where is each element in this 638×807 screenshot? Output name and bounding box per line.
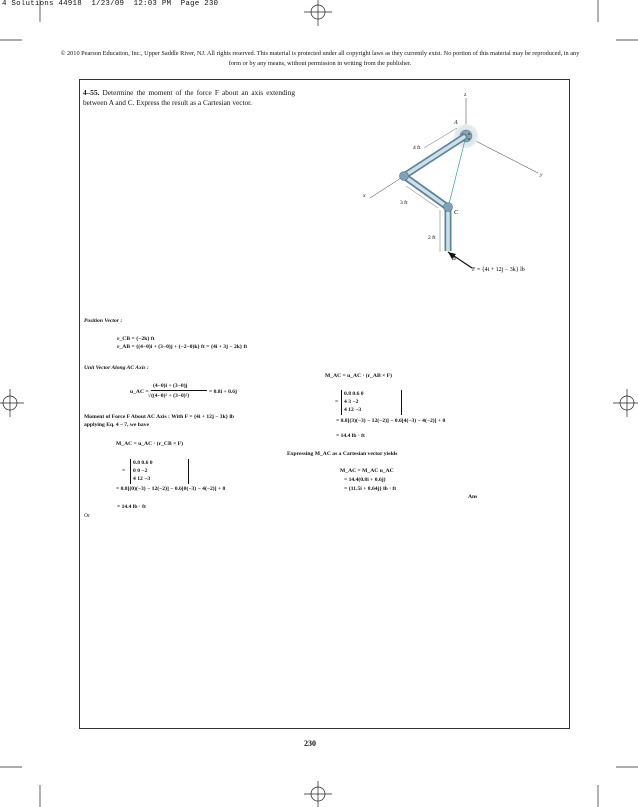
label-x: x (363, 193, 366, 199)
moment-heading: Moment of Force F About AC Axis : With F = {4i + 12j − 3k} lb (84, 414, 234, 420)
elbow-joint (400, 172, 409, 181)
det1-evaluation: = 0.8[(0)(−3) − 12(−2)] − 0.6[0(−3) − 4(−2)] + 0 (116, 486, 226, 492)
det2-evaluation: = 0.8[(3)(−3) − 12(−2)] − 0.6[4(−3) − 4(−2)] + 0 (336, 418, 446, 424)
det2-equals: = (335, 399, 339, 405)
fraction-bar (151, 390, 207, 391)
position-vector-heading: Position Vector : (84, 318, 123, 324)
moment-heading-2: applying Eq. 4 – 7, we have (84, 422, 149, 428)
u-ac-numerator: (4−0)i + (3−0)j (153, 383, 188, 389)
det1-equals: = (122, 468, 126, 474)
u-ac-result: = 0.8i + 0.6j (209, 389, 237, 395)
or-label: Or (84, 513, 90, 519)
m-vector-line-1: M_AC = M_AC u_AC (340, 468, 394, 474)
result-2: = 14.4 lb · ft (336, 433, 365, 439)
cartesian-heading: Expressing M_AC as a Cartesian vector yields (287, 451, 398, 457)
u-ac-lhs: u_AC = (130, 389, 149, 395)
problem-text: Determine the moment of the force F about an axis extending between A and C. Express the result as a Cartesian vector. (83, 88, 296, 107)
det1-row-3: 4 12 −3 (133, 476, 151, 482)
problem-statement (83, 88, 295, 107)
unit-vector-heading: Unit Vector Along AC Axis : (84, 365, 149, 371)
det1-bar-left (130, 459, 132, 484)
det2-bar-left (341, 390, 343, 415)
copyright-notice: © 2010 Pearson Education, Inc., Upper Saddle River, NJ. All rights reserved. This material is protected under all copyright laws as they currently exist. No portion of this material may be reproduced, in any form or by any means, without permission in writing from the publisher. (60, 50, 580, 67)
det1-row-2: 0 0 −2 (133, 468, 148, 474)
page-number: 230 (304, 739, 316, 748)
m-vector-line-2: = 14.4(0.8i + 0.6j) (344, 477, 386, 483)
answer-label: Ans (468, 494, 478, 500)
det2-row-1: 0.8 0.6 0 (344, 391, 364, 397)
det2-row-3: 4 12 −3 (344, 407, 362, 413)
result-1: = 14.4 lb · ft (117, 504, 146, 510)
y-axis (466, 136, 538, 173)
label-a: A (454, 120, 458, 126)
label-y: y (540, 172, 543, 178)
problem-figure (360, 88, 560, 280)
force-label: F = {4i + 12j − 3k} lb (472, 267, 525, 273)
print-header: 4 Solutions 44918 1/23/09 12:03 PM Page 230 (2, 0, 219, 8)
r-cb-equation: r_CB = {−2k} ft (117, 336, 155, 342)
problem-number: 4–55. (83, 88, 100, 97)
det1-bar-right (188, 459, 190, 484)
det2-row-2: 4 3 −2 (344, 399, 359, 405)
label-3ft: 3 ft (400, 200, 408, 206)
r-ab-equation: r_AB = {(4−0)i + (3−0)j + (−2−0)k} ft = {4i + 3j − 2k} ft (117, 344, 248, 350)
label-2ft: 2 ft (428, 235, 436, 241)
det2-bar-right (401, 390, 403, 415)
det1-row-1: 0.8 0.6 0 (133, 460, 153, 466)
m-ac-equation-1: M_AC = u_AC · (r_CB × F) (116, 441, 183, 447)
m-vector-line-3: = {11.5i + 8.64j} lb · ft (344, 486, 397, 492)
label-z: z (464, 92, 467, 98)
m-ac-equation-2: M_AC = u_AC · (r_AB × F) (325, 373, 392, 379)
label-4ft: 4 ft (413, 145, 421, 151)
label-b: B (452, 256, 456, 262)
u-ac-denominator: √((4−0)² + (3−0)²) (148, 393, 190, 399)
point-c-joint (444, 203, 453, 212)
label-c: C (454, 210, 459, 216)
